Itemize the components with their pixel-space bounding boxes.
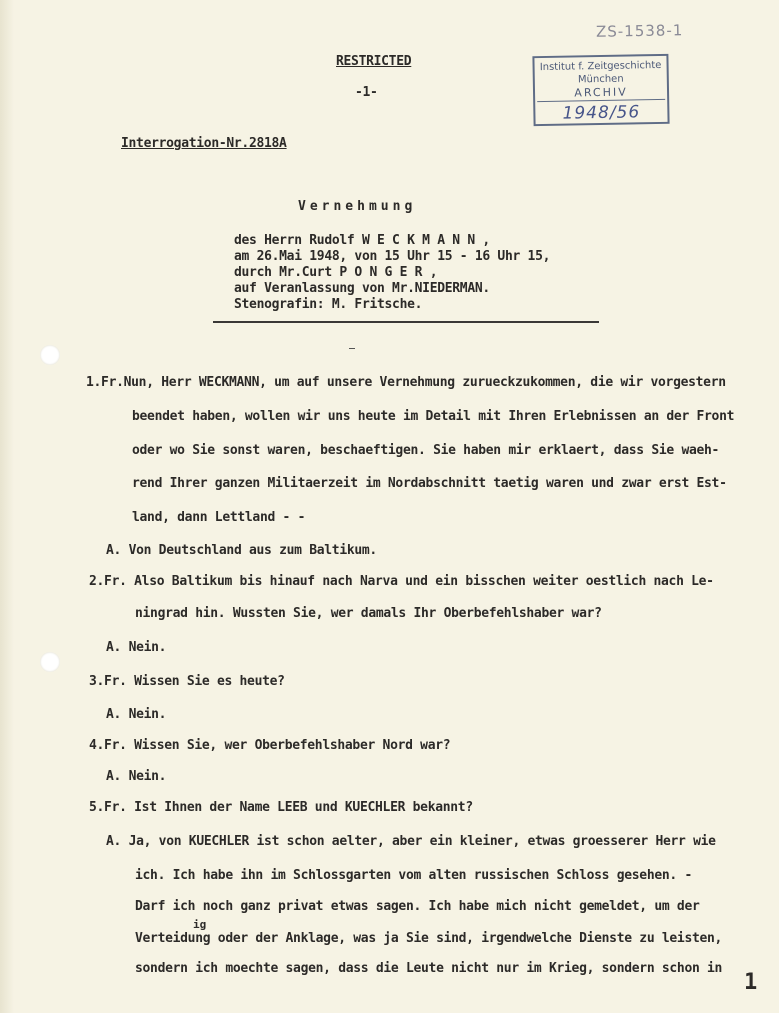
question-line: 2.Fr. Also Baltikum bis hinauf nach Narva und ein bisschen weiter oestlich nach Le- bbox=[89, 574, 714, 589]
answer-line: A. Nein. bbox=[106, 769, 167, 784]
interrogation-number: Interrogation-Nr.2818A bbox=[121, 136, 287, 151]
answer-line: A. Nein. bbox=[106, 640, 167, 655]
archive-stamp bbox=[532, 54, 669, 126]
body-line: Darf ich noch ganz privat etwas sagen. Ich habe mich nicht gemeldet, um der bbox=[135, 899, 700, 914]
body-line: ich. Ich habe ihn im Schlossgarten vom alten russischen Schloss gesehen. - bbox=[135, 868, 692, 883]
stamp-city: München bbox=[577, 73, 624, 86]
header-line-interrogator: durch Mr.Curt P O N G E R , bbox=[234, 265, 438, 280]
page-number: 1 bbox=[744, 970, 758, 995]
header-line-requester: auf Veranlassung von Mr.NIEDERMAN. bbox=[234, 281, 490, 296]
body-line: beendet haben, wollen wir uns heute im Detail mit Ihren Erlebnissen an der Front bbox=[132, 409, 735, 424]
body-line: sondern ich moechte sagen, dass die Leute nicht nur im Krieg, sondern schon in bbox=[135, 961, 723, 976]
punch-hole-lower bbox=[40, 652, 60, 672]
stamp-number: 1948/56 bbox=[562, 102, 641, 124]
body-line: land, dann Lettland - - bbox=[132, 510, 306, 525]
header-line-stenographer: Stenografin: M. Fritsche. bbox=[234, 297, 423, 312]
answer-line: A. Ja, von KUECHLER ist schon aelter, aber ein kleiner, etwas groesserer Herr wie bbox=[106, 834, 716, 849]
punch-hole-upper bbox=[40, 345, 60, 365]
body-line: Verteidung oder der Anklage, was ja Sie sind, irgendwelche Dienste zu leisten, bbox=[135, 931, 723, 946]
body-line: 1.Fr.Nun, Herr WECKMANN, um auf unsere Vernehmung zurueckzukommen, die wir vorgestern bbox=[86, 375, 726, 390]
handwritten-insertion-mark: ig bbox=[193, 918, 207, 931]
archive-reference-number: ZS-1538-1 bbox=[595, 21, 684, 41]
body-line: oder wo Sie sonst waren, beschaeftigen. Sie haben mir erklaert, dass Sie waeh- bbox=[132, 443, 720, 458]
stamp-institute: Institut f. Zeitgeschichte bbox=[539, 59, 662, 74]
stamp-archive-label: ARCHIV bbox=[574, 85, 628, 100]
small-dash-mark bbox=[349, 348, 355, 349]
page-marker: -1- bbox=[355, 85, 378, 100]
paper-edge-shadow bbox=[0, 0, 14, 1013]
body-line: ningrad hin. Wussten Sie, wer damals Ihr Oberbefehlshaber war? bbox=[135, 606, 602, 621]
answer-line: A. Von Deutschland aus zum Baltikum. bbox=[106, 543, 377, 558]
question-line: 5.Fr. Ist Ihnen der Name LEEB und KUECHLER bekannt? bbox=[89, 800, 473, 815]
header-divider bbox=[213, 321, 599, 323]
answer-line: A. Nein. bbox=[106, 707, 167, 722]
classification-label: RESTRICTED bbox=[336, 54, 412, 69]
question-line: 4.Fr. Wissen Sie, wer Oberbefehlshaber Nord war? bbox=[89, 738, 451, 753]
document-title: Vernehmung bbox=[298, 199, 417, 214]
body-line: rend Ihrer ganzen Militaerzeit im Nordabschnitt taetig waren und zwar erst Est- bbox=[132, 476, 727, 491]
header-line-date: am 26.Mai 1948, von 15 Uhr 15 - 16 Uhr 15, bbox=[234, 249, 551, 264]
question-line: 3.Fr. Wissen Sie es heute? bbox=[89, 674, 285, 689]
header-line-subject: des Herrn Rudolf W E C K M A N N , bbox=[234, 233, 490, 248]
